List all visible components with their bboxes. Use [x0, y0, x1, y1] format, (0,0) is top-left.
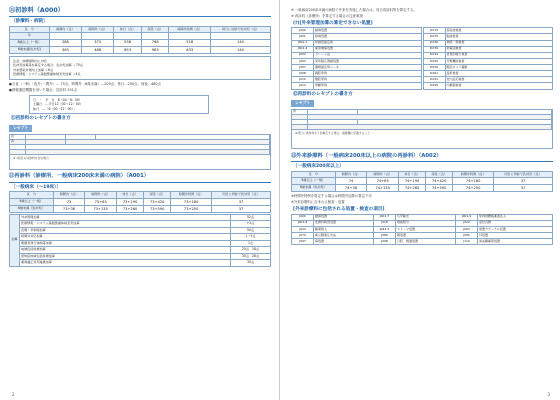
- addon-name: 明細書発行体制等加算: [20, 240, 231, 246]
- code-cell: D239: [423, 46, 445, 52]
- incl-code: J097: [292, 239, 314, 245]
- incl-name: 口腔、咽頭処置: [396, 239, 456, 245]
- time-line: 休日 …「6（00～22：00）」: [33, 106, 77, 111]
- table-cell: 73: [53, 198, 85, 205]
- addon-value: 35点 28点: [231, 253, 271, 259]
- code-cell: J001: [292, 34, 314, 40]
- table-cell: 37: [494, 178, 553, 185]
- incl-code: J070: [292, 232, 314, 238]
- code-cell: D256: [423, 65, 445, 71]
- addon-value: +2点: [231, 221, 271, 227]
- code-name: 絆創膏固定術: [314, 40, 422, 46]
- code-name: 自覚的聴力検査: [445, 52, 553, 58]
- code-cell: D215: [423, 28, 445, 34]
- table-row: [10, 198, 271, 205]
- revisit-fee-table: [9, 191, 271, 213]
- table-cell: 983: [141, 46, 169, 53]
- table-cell: 488: [82, 46, 114, 53]
- table-row: [10, 39, 271, 46]
- table-header: 時間外特例（点）: [169, 26, 210, 32]
- table-cell: 74+190: [399, 178, 426, 185]
- section-title: ⑬外来診療料（一般病床200床以上の病院の再診料）（A002）: [291, 152, 442, 159]
- incl-name: 消炎鎮痛等処置: [478, 239, 553, 245]
- page-number: 3: [547, 392, 550, 397]
- code-name: 熱傷処置: [314, 34, 422, 40]
- incl-name: 穿刺排膿後薬液注入: [478, 214, 553, 220]
- table-cell: 73+135: [85, 205, 117, 212]
- code-cell: D235: [423, 34, 445, 40]
- table-row: [292, 185, 553, 192]
- table-row: [10, 46, 271, 53]
- code-cell: J008: [292, 71, 314, 77]
- table-cell: 73+180: [171, 198, 212, 205]
- table-cell: 518: [169, 39, 210, 46]
- outpatient-title-bar: [291, 151, 553, 162]
- table-cell: 144: [210, 46, 270, 53]
- incl-name: 眼処置: [396, 232, 456, 238]
- intro-line: ※ 一般病床200床未満の病院で外来を実施した場合は、同日再診料等を算定する。: [291, 7, 417, 12]
- table-header: 時間内（点）: [49, 26, 81, 32]
- incl-code: J086: [374, 232, 396, 238]
- note-line: ※外来診療料に含まれる検査・処置: [291, 200, 345, 205]
- receipt-label: レセプト: [291, 100, 314, 107]
- addon-name: 外来管理加算: [20, 215, 231, 221]
- code-row: [423, 83, 553, 89]
- table-cell: 73+250: [171, 205, 212, 212]
- table-cell: 37: [212, 205, 271, 212]
- addon-name: 時間外対応加算: [20, 234, 231, 240]
- incl-code: J063: [456, 226, 478, 232]
- incl-table: [291, 214, 553, 246]
- table-cell: 74+65: [367, 178, 399, 185]
- initial-visit-title-bar: [9, 6, 271, 17]
- table-header: 深夜（点）: [144, 192, 171, 198]
- box-line: 外来感染対策向上加算 ＋6点: [13, 67, 54, 72]
- revisit-title-bar: [9, 172, 271, 183]
- code-cell: J001-2: [292, 40, 314, 46]
- code-name: 腹腔穿刺: [314, 77, 422, 83]
- incl-name: 爪甲除去: [396, 214, 456, 220]
- table-cell: 144: [210, 39, 270, 46]
- row-label: 6歳未満(乳幼児): [10, 46, 50, 53]
- code-cell: D295: [423, 83, 445, 89]
- addon-name: 認知症地域包括診療加算: [20, 253, 231, 259]
- table-header: 時間外（点）: [367, 171, 399, 177]
- addon-value: 1点: [231, 240, 271, 246]
- table-header: 時間内（点）: [335, 171, 367, 177]
- code-name: 眼底カメラ撮影: [445, 65, 553, 71]
- time-line: 日 ・ 平 日 8（00～8：00）: [33, 97, 82, 102]
- addon-box: [9, 56, 271, 80]
- table-header: 同日に初診で乳幼児（点）: [210, 26, 270, 32]
- table-header: 区 分: [292, 171, 336, 177]
- box-line: 乳幼児加算等を算定する場合：乳幼児加算 ＋75点: [13, 63, 83, 68]
- receipt-form: 初 再 ※ 1回目の初診料を含む場合: [9, 134, 271, 170]
- table-cell: 73+190: [117, 198, 144, 205]
- addon-name: 薬剤適正使用連携加算: [20, 260, 231, 266]
- table-cell: 653: [114, 46, 142, 53]
- addon-value: 1～5点: [231, 234, 271, 240]
- table-cell: 768: [141, 39, 169, 46]
- section2-title: ⑫再診料（診療所、一般病床200床未満の病院）（A001）: [9, 173, 150, 180]
- incl-name: 留置カテーテル設置: [478, 226, 553, 232]
- incl-name: 創傷処置: [314, 214, 374, 220]
- incl-name: 鼻処置: [314, 239, 374, 245]
- incl-code: J024: [292, 226, 314, 232]
- intro-notes: [291, 8, 553, 19]
- table-row: [292, 178, 553, 185]
- row-label: 6歳以上（一般）: [10, 198, 54, 205]
- code-row: [292, 83, 422, 89]
- addon-title: 加算: [10, 215, 20, 267]
- right-page: [280, 0, 560, 400]
- incl-code: J001-8: [292, 220, 314, 226]
- code-cell: D291: [423, 77, 445, 83]
- incl-name: 高位浣腸: [478, 220, 553, 226]
- code-cell: D261: [423, 71, 445, 77]
- incl-name: ストーマ処置: [396, 226, 456, 232]
- code-name: 骨髄穿刺: [314, 83, 422, 89]
- table-header: 時間外（点）: [82, 26, 114, 32]
- code-name: 神経・筋検査: [445, 40, 553, 46]
- page-number: 2: [12, 392, 15, 397]
- row-label: 6歳未満（乳幼児）: [292, 185, 336, 192]
- code-cell: J002: [292, 52, 314, 58]
- code-cell: J000: [292, 28, 314, 34]
- incl-row: [292, 239, 553, 245]
- incl-name: 前立腺液圧出法: [314, 232, 374, 238]
- incl-name: 耳処置: [478, 232, 553, 238]
- incl-code: J018: [374, 220, 396, 226]
- code-name: 筋電図検査: [445, 46, 553, 52]
- table-cell: 74+38: [335, 185, 367, 192]
- addon-name: 地域包括診療加算: [20, 247, 231, 253]
- table-cell: 74+135: [367, 185, 399, 192]
- table-header: 区 分: [10, 26, 50, 32]
- table-cell: 363: [49, 46, 81, 53]
- page-title: ⑪初診料（A000）: [9, 7, 64, 15]
- code-cell: D250: [423, 58, 445, 64]
- notes-list: [9, 82, 271, 93]
- note-line: ※時間外特例を算定する場合は時間外加算の算定不可: [291, 193, 372, 198]
- incl-name: 皮膚科軟膏処置: [314, 220, 374, 226]
- initial-fee-table: [9, 26, 271, 54]
- code-cell: J010: [292, 77, 314, 83]
- addon-table: [9, 214, 271, 267]
- note-line: ●当直（一般）「夜外」（間外）… 75点、時間外（6歳未満）…200点、休日…250点、深夜…480点: [9, 81, 161, 86]
- table-row: [10, 205, 271, 212]
- addon-value: 52点: [231, 215, 271, 221]
- table-cell: 37: [494, 185, 553, 192]
- note-line: ●情報通信機器を用いた場合：初診料 251点: [9, 88, 78, 92]
- table-header: 時間外特例（点）: [171, 192, 212, 198]
- table-cell: 74+260: [399, 185, 426, 192]
- table-header: 休日（点）: [117, 192, 144, 198]
- table-header: 時間外（点）: [85, 192, 117, 198]
- code-name: 頸椎固定用シーネ: [314, 65, 422, 71]
- code-name: 創傷処置: [314, 28, 422, 34]
- table-cell: 373: [82, 39, 114, 46]
- table-header: 深夜（点）: [141, 26, 169, 32]
- incl-code: J095: [456, 232, 478, 238]
- table-cell: 288: [49, 39, 81, 46]
- code-name: 重度褥瘡処置: [314, 46, 422, 52]
- section-sub: 〔一般病床200床以上〕: [293, 163, 344, 169]
- incl-code: J001-7: [374, 214, 396, 220]
- code-cell: J012: [292, 83, 314, 89]
- section2-sub: 〔一般病床（～19床）〕: [11, 184, 62, 190]
- table-cell: 538: [114, 39, 142, 46]
- table-cell: 74+180: [453, 178, 494, 185]
- incl-code: J000: [292, 214, 314, 220]
- box-line: 医療情報・システム基盤整備体制充実加算 ＋4点: [13, 72, 81, 77]
- receipt-subheading: ⑫再診料のレセプトの書き方: [293, 91, 353, 97]
- outpatient-fee-table: [291, 171, 553, 193]
- table-cell: 73+420: [144, 198, 171, 205]
- incl-subheading: [外来診療料に包括される処置・検査の項目]: [293, 206, 385, 212]
- receipt-form: 再 ※同日に再診料を２回算定する場合、摘要欄に記載すること: [291, 109, 553, 149]
- incl-code: J022: [456, 220, 478, 226]
- receipt-note: ※同日に再診料を２回算定する場合、摘要欄に記載すること: [295, 130, 371, 135]
- code-cell: J007: [292, 65, 314, 71]
- row-label: 6歳以上（一般）: [292, 178, 336, 185]
- addon-name: 夜間・早朝等加算: [20, 227, 231, 233]
- incl-name: 喀痰吸引: [396, 220, 456, 226]
- code-name: 平衡機能検査: [445, 58, 553, 64]
- table-cell: 73+65: [85, 198, 117, 205]
- row-label: 6歳以上（一般）: [10, 39, 50, 46]
- code-cell: D236: [423, 40, 445, 46]
- row-label: 年: [10, 33, 50, 39]
- addon-value: 25点 18点: [231, 247, 271, 253]
- time-line: 土曜日 …平日12（00～12：00）: [33, 102, 83, 107]
- table-header: 同日に再診で乳幼児（点）: [494, 171, 553, 177]
- time-box: [29, 95, 209, 114]
- table-cell: 633: [169, 46, 210, 53]
- box-line: 注意：診療時間内に対応: [13, 58, 48, 63]
- addon-row: [10, 260, 271, 266]
- codes-grid: [291, 27, 553, 89]
- incl-name: 酸素吸入: [314, 226, 374, 232]
- incl-code: J098: [374, 239, 396, 245]
- incl-code: J001-9: [456, 214, 478, 220]
- table-cell: 74+420: [426, 178, 453, 185]
- code-name: 屈折検査: [445, 71, 553, 77]
- code-name: 超音波検査: [445, 28, 553, 34]
- code-cell: J001-4: [292, 46, 314, 52]
- table-cell: 74: [335, 178, 367, 185]
- table-cell: 73+38: [53, 205, 85, 212]
- code-name: 胸腔穿刺: [314, 71, 422, 77]
- row-label: 6歳未満（乳幼児）: [10, 205, 54, 212]
- receipt-subheading: ⑪初診料のレセプトの書き方: [11, 116, 71, 122]
- section-label: 〔診療料・病院〕: [11, 19, 48, 24]
- table-header: 区 分: [10, 192, 54, 198]
- receipt-note: ※ 1回目の初診料を含む場合: [13, 155, 49, 160]
- table-cell: 74+250: [453, 185, 494, 192]
- incl-code: J119: [456, 239, 478, 245]
- addon-value: 50点: [231, 227, 271, 233]
- table-cell: 73+590: [144, 205, 171, 212]
- code-name: 局所陰圧閉鎖処置: [314, 58, 422, 64]
- incl-code: J043-3: [374, 226, 396, 232]
- table-header: 休日（点）: [399, 171, 426, 177]
- table-header: 時間外特例（点）: [453, 171, 494, 177]
- table-cell: 73+260: [117, 205, 144, 212]
- table-header: 時間内（点）: [53, 192, 85, 198]
- receipt-label: レセプト: [9, 125, 32, 132]
- table-cell: 37: [212, 198, 271, 205]
- intro-line: ※ 再診料（診療所）を算定する場合の注意事項: [291, 13, 363, 18]
- code-name: ドレーン法: [314, 52, 422, 58]
- table-header: 同日に再診で乳幼児（点）: [212, 192, 271, 198]
- table-cell: 74+590: [426, 185, 453, 192]
- codes-subheading: (ｸ)[外来管理加算の算定できない処置]: [293, 20, 373, 26]
- addon-name: 医療情報・システム基盤整備体制充実加算: [20, 221, 231, 227]
- table-header: 深夜（点）: [426, 171, 453, 177]
- code-cell: D244: [423, 52, 445, 58]
- code-name: 脳波検査: [445, 34, 553, 40]
- addon-value: 30点: [231, 260, 271, 266]
- notes3: [291, 194, 553, 205]
- table-header: 休日（点）: [114, 26, 142, 32]
- code-name: 皮内反応検査: [445, 77, 553, 83]
- code-name: 内視鏡検査: [445, 83, 553, 89]
- code-cell: J003: [292, 58, 314, 64]
